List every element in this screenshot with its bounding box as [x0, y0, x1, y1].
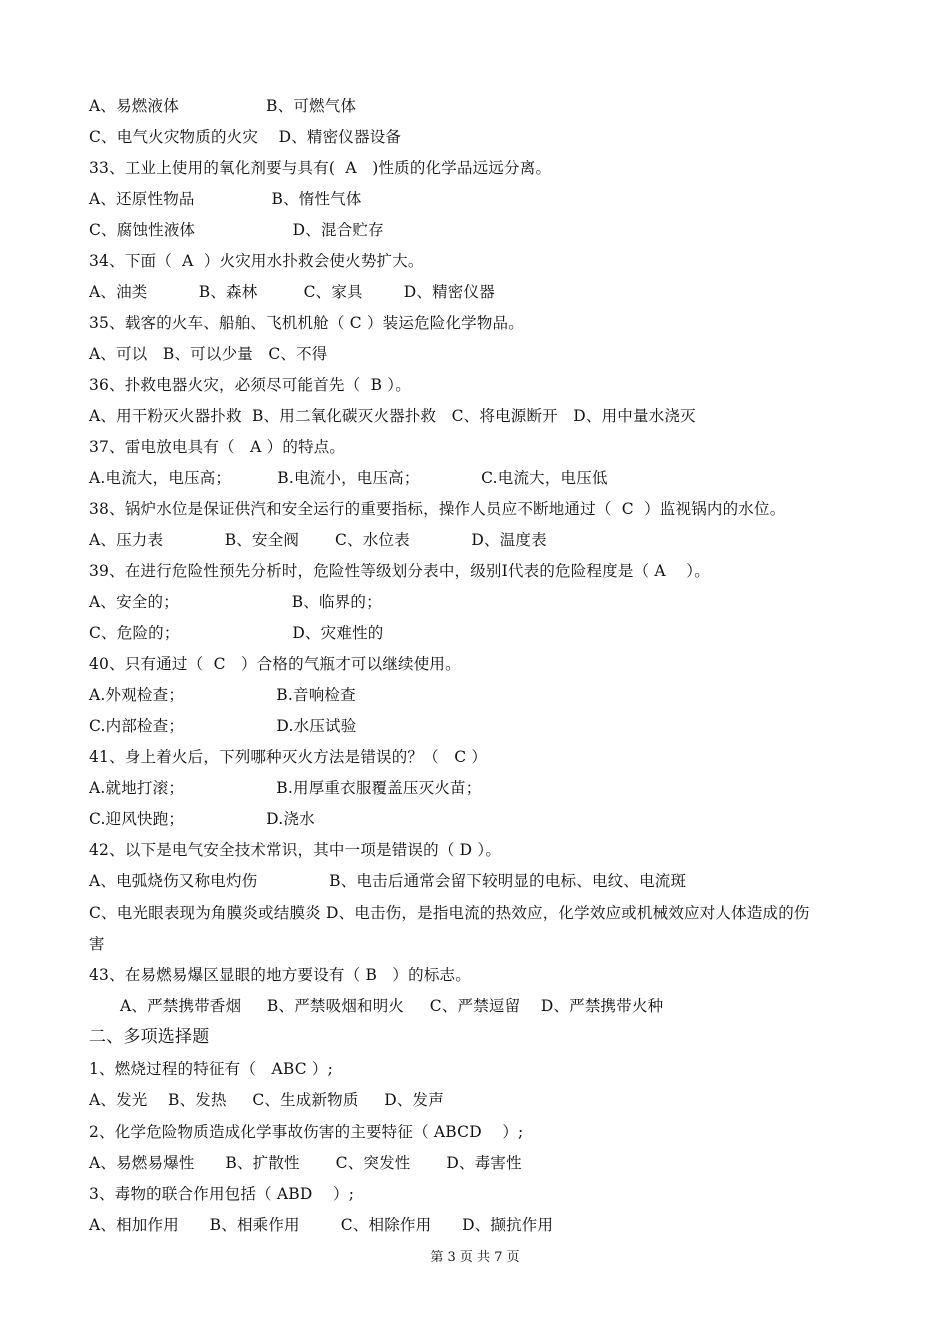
text-line: C、危险的； D、灾难性的 [89, 624, 384, 642]
text-line: C.内部检查； D.水压试验 [89, 717, 357, 735]
text-line: A.就地打滚； B.用厚重衣服覆盖压灭火苗； [89, 779, 482, 797]
question-34: 34、下面（ A ）火灾用水扑救会使火势扩大。 [89, 252, 424, 270]
text-line: A、用干粉灭火器扑救 B、用二氧化碳灭火器扑救 C、将电源断开 D、用中量水浇灭 [89, 407, 696, 425]
text-line: A、相加作用 B、相乘作用 C、相除作用 D、撷抗作用 [89, 1216, 554, 1234]
question-40: 40、只有通过（ C ）合格的气瓶才可以继续使用。 [89, 655, 461, 673]
text-line: C.迎风快跑； D.浇水 [89, 810, 315, 828]
question-39: 39、在进行危险性预先分析时，危险性等级划分表中，级别Ⅰ代表的危险程度是（ A ）。 [89, 562, 710, 580]
multi-question-2: 2、化学危险物质造成化学事故伤害的主要特征（ ABCD ）; [89, 1123, 524, 1141]
question-41: 41、身上着火后，下列哪种灭火方法是错误的？（ C ） [89, 748, 488, 766]
page-footer: 第 3 页 共 7 页 [430, 1250, 520, 1265]
text-line: 害 [89, 935, 105, 953]
text-line: A、可以 B、可以少量 C、不得 [89, 345, 328, 363]
text-line: A、易燃易爆性 B、扩散性 C、突发性 D、毒害性 [89, 1154, 522, 1172]
text-line: A.外观检查； B.音响检查 [89, 686, 356, 704]
question-42: 42、以下是电气安全技术常识，其中一项是错误的（ D ）。 [89, 841, 502, 859]
text-line: C、腐蚀性液体 D、混合贮存 [89, 221, 384, 239]
question-35: 35、载客的火车、船舶、飞机机舱（ C ）装运危险化学物品。 [89, 314, 524, 332]
text-line: C、电气火灾物质的火灾 D、精密仪器设备 [89, 128, 402, 146]
text-line: A、易燃液体 B、可燃气体 [89, 97, 357, 115]
question-37: 37、雷电放电具有（ A ）的特点。 [89, 438, 346, 456]
text-line: A、安全的； B、临界的； [89, 593, 382, 611]
multi-question-3: 3、毒物的联合作用包括（ ABD ）; [89, 1185, 355, 1203]
multi-question-1: 1、燃烧过程的特征有（ ABC ）; [89, 1060, 334, 1078]
text-line: A、还原性物品 B、惰性气体 [89, 190, 362, 208]
text-line: A、油类 B、森林 C、家具 D、精密仪器 [89, 283, 495, 301]
question-38: 38、锅炉水位是保证供汽和安全运行的重要指标，操作人员应不断地通过（ C ）监视锅内的水位。 [89, 500, 786, 518]
text-line: A、压力表 B、安全阀 C、水位表 D、温度表 [89, 531, 547, 549]
text-line: A、严禁携带香烟 B、严禁吸烟和明火 C、严禁逗留 D、严禁携带火种 [120, 997, 664, 1015]
question-43: 43、在易燃易爆区显眼的地方要设有（ B ）的标志。 [89, 966, 471, 984]
text-line: A、电弧烧伤又称电灼伤 B、电击后通常会留下较明显的电标、电纹、电流斑 [89, 872, 687, 890]
question-36: 36、扑救电器火灾，必须尽可能首先（ B ）。 [89, 376, 411, 394]
section-heading: 二、多项选择题 [89, 1027, 210, 1047]
text-line: C、电光眼表现为角膜炎或结膜炎 D、电击伤，是指电流的热效应，化学效应或机械效应对人体造成的伤 [89, 904, 810, 922]
text-line: A.电流大，电压高； B.电流小，电压高； C.电流大，电压低 [89, 469, 608, 487]
text-line: A、发光 B、发热 C、生成新物质 D、发声 [89, 1091, 444, 1109]
question-33: 33、工业上使用的氧化剂要与具有( A )性质的化学品远远分离。 [89, 159, 552, 177]
